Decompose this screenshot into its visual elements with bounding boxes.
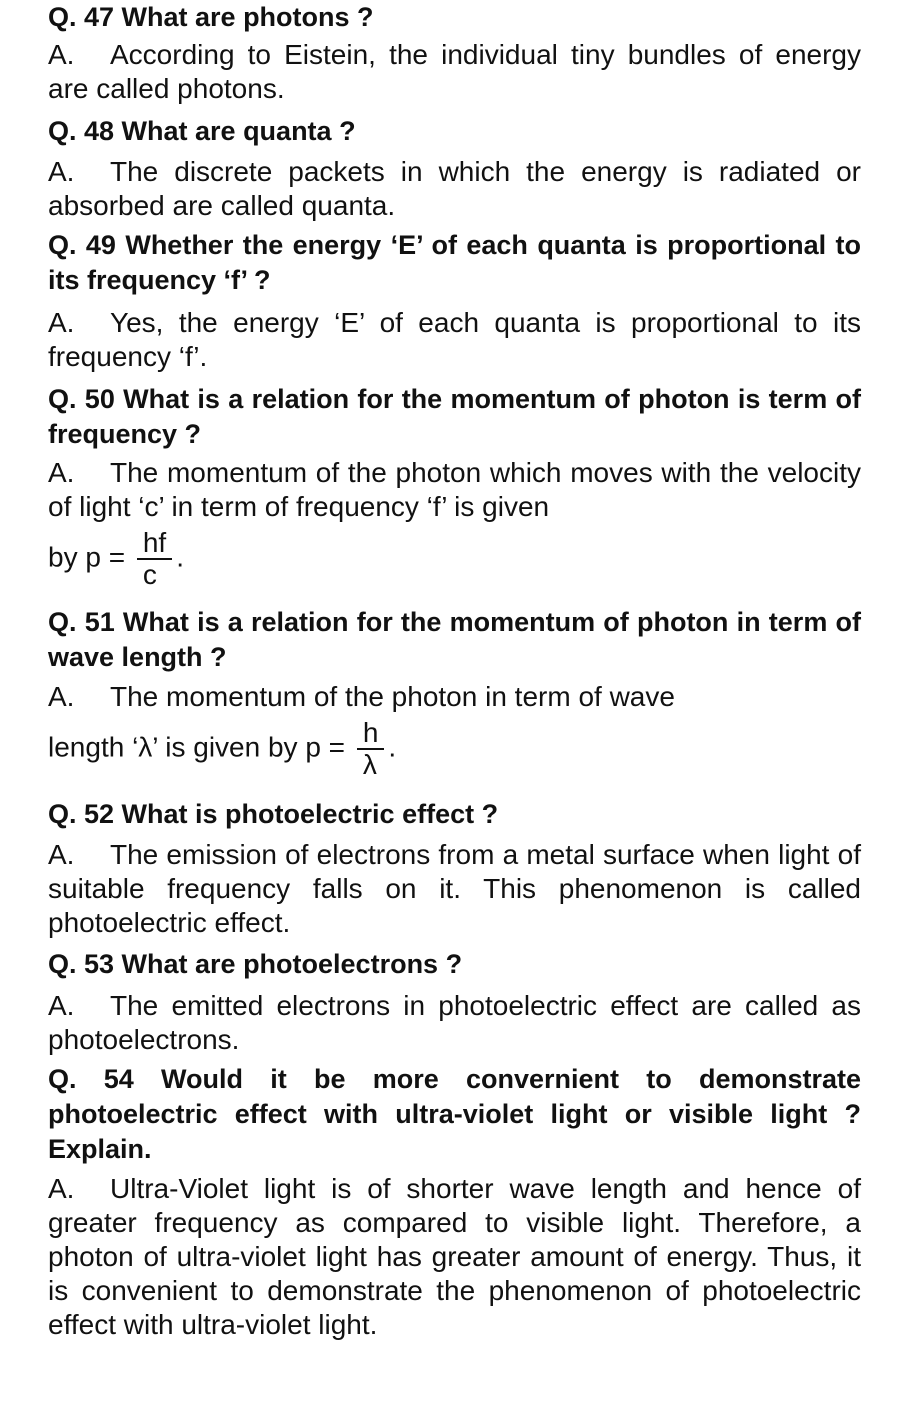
answer-48	[48, 155, 861, 223]
answer-text: Yes, the energy ‘E’ of each quanta is proportional to its frequency ‘f’.	[48, 307, 861, 372]
answer-text: The emission of electrons from a metal surface when light of suitable frequency falls on it. This phenomenon is called photoelectric effect.	[48, 839, 861, 938]
formula-end: .	[176, 541, 184, 573]
momentum-frequency-fraction	[137, 528, 172, 590]
formula-lead-text: length ‘λ’ is given by p =	[48, 731, 346, 763]
answer-label: A.	[48, 39, 75, 70]
answer-text: According to Eistein, the individual tiny bundles of energy are called photons.	[48, 39, 861, 104]
answer-51	[48, 680, 861, 714]
question-49: Q. 49 Whether the energy ‘E’ of each quanta is proportional to its frequency ‘f’ ?	[48, 230, 861, 295]
answer-47	[48, 38, 861, 106]
answer-54	[48, 1172, 861, 1342]
fraction-denominator: c	[142, 559, 157, 590]
answer-50-formula	[48, 528, 861, 590]
formula-lead-text: by p =	[48, 541, 126, 573]
answer-53	[48, 989, 861, 1057]
answer-text: The momentum of the photon which moves with the velocity of light ‘c’ in term of frequency ‘f’ is given	[48, 457, 861, 522]
answer-label: A.	[48, 457, 75, 488]
answer-label: A.	[48, 990, 75, 1021]
fraction-numerator: h	[357, 718, 385, 750]
fraction-denominator: λ	[362, 749, 377, 780]
answer-label: A.	[48, 681, 75, 712]
answer-label: A.	[48, 307, 75, 338]
question-51: Q. 51 What is a relation for the momentum of photon in term of wave length ?	[48, 607, 861, 672]
answer-text: The momentum of the photon in term of wave	[110, 681, 675, 712]
answer-text: The emitted electrons in photoelectric effect are called as photoelectrons.	[48, 990, 861, 1055]
answer-text: Ultra-Violet light is of shorter wave length and hence of greater frequency as compared to visible light. Therefore, a photon of ultra-violet light has greater amount of energy. Thus, it is convenient to demonstrate the phenomenon of photoelectric effect with ultra-violet light.	[48, 1173, 861, 1340]
question-48: Q. 48 What are quanta ?	[48, 116, 356, 146]
formula-end: .	[388, 731, 397, 763]
fraction-numerator: hf	[137, 528, 172, 560]
answer-text: The discrete packets in which the energy is radiated or absorbed are called quanta.	[48, 156, 861, 221]
answer-label: A.	[48, 156, 75, 187]
answer-label: A.	[48, 839, 75, 870]
answer-52	[48, 838, 861, 940]
question-50: Q. 50 What is a relation for the momentum of photon is term of frequency ?	[48, 384, 861, 449]
momentum-wavelength-fraction	[357, 718, 385, 780]
question-47: Q. 47 What are photons ?	[48, 2, 374, 32]
answer-51-formula	[48, 718, 861, 780]
answer-49	[48, 306, 861, 374]
question-53: Q. 53 What are photoelectrons ?	[48, 949, 463, 979]
question-54: Q. 54 Would it be more convernient to demonstrate photoelectric effect with ultra-violet light or visible light ? Explain.	[48, 1064, 861, 1164]
answer-label: A.	[48, 1173, 75, 1204]
question-52: Q. 52 What is photoelectric effect ?	[48, 799, 499, 829]
answer-50	[48, 456, 861, 524]
